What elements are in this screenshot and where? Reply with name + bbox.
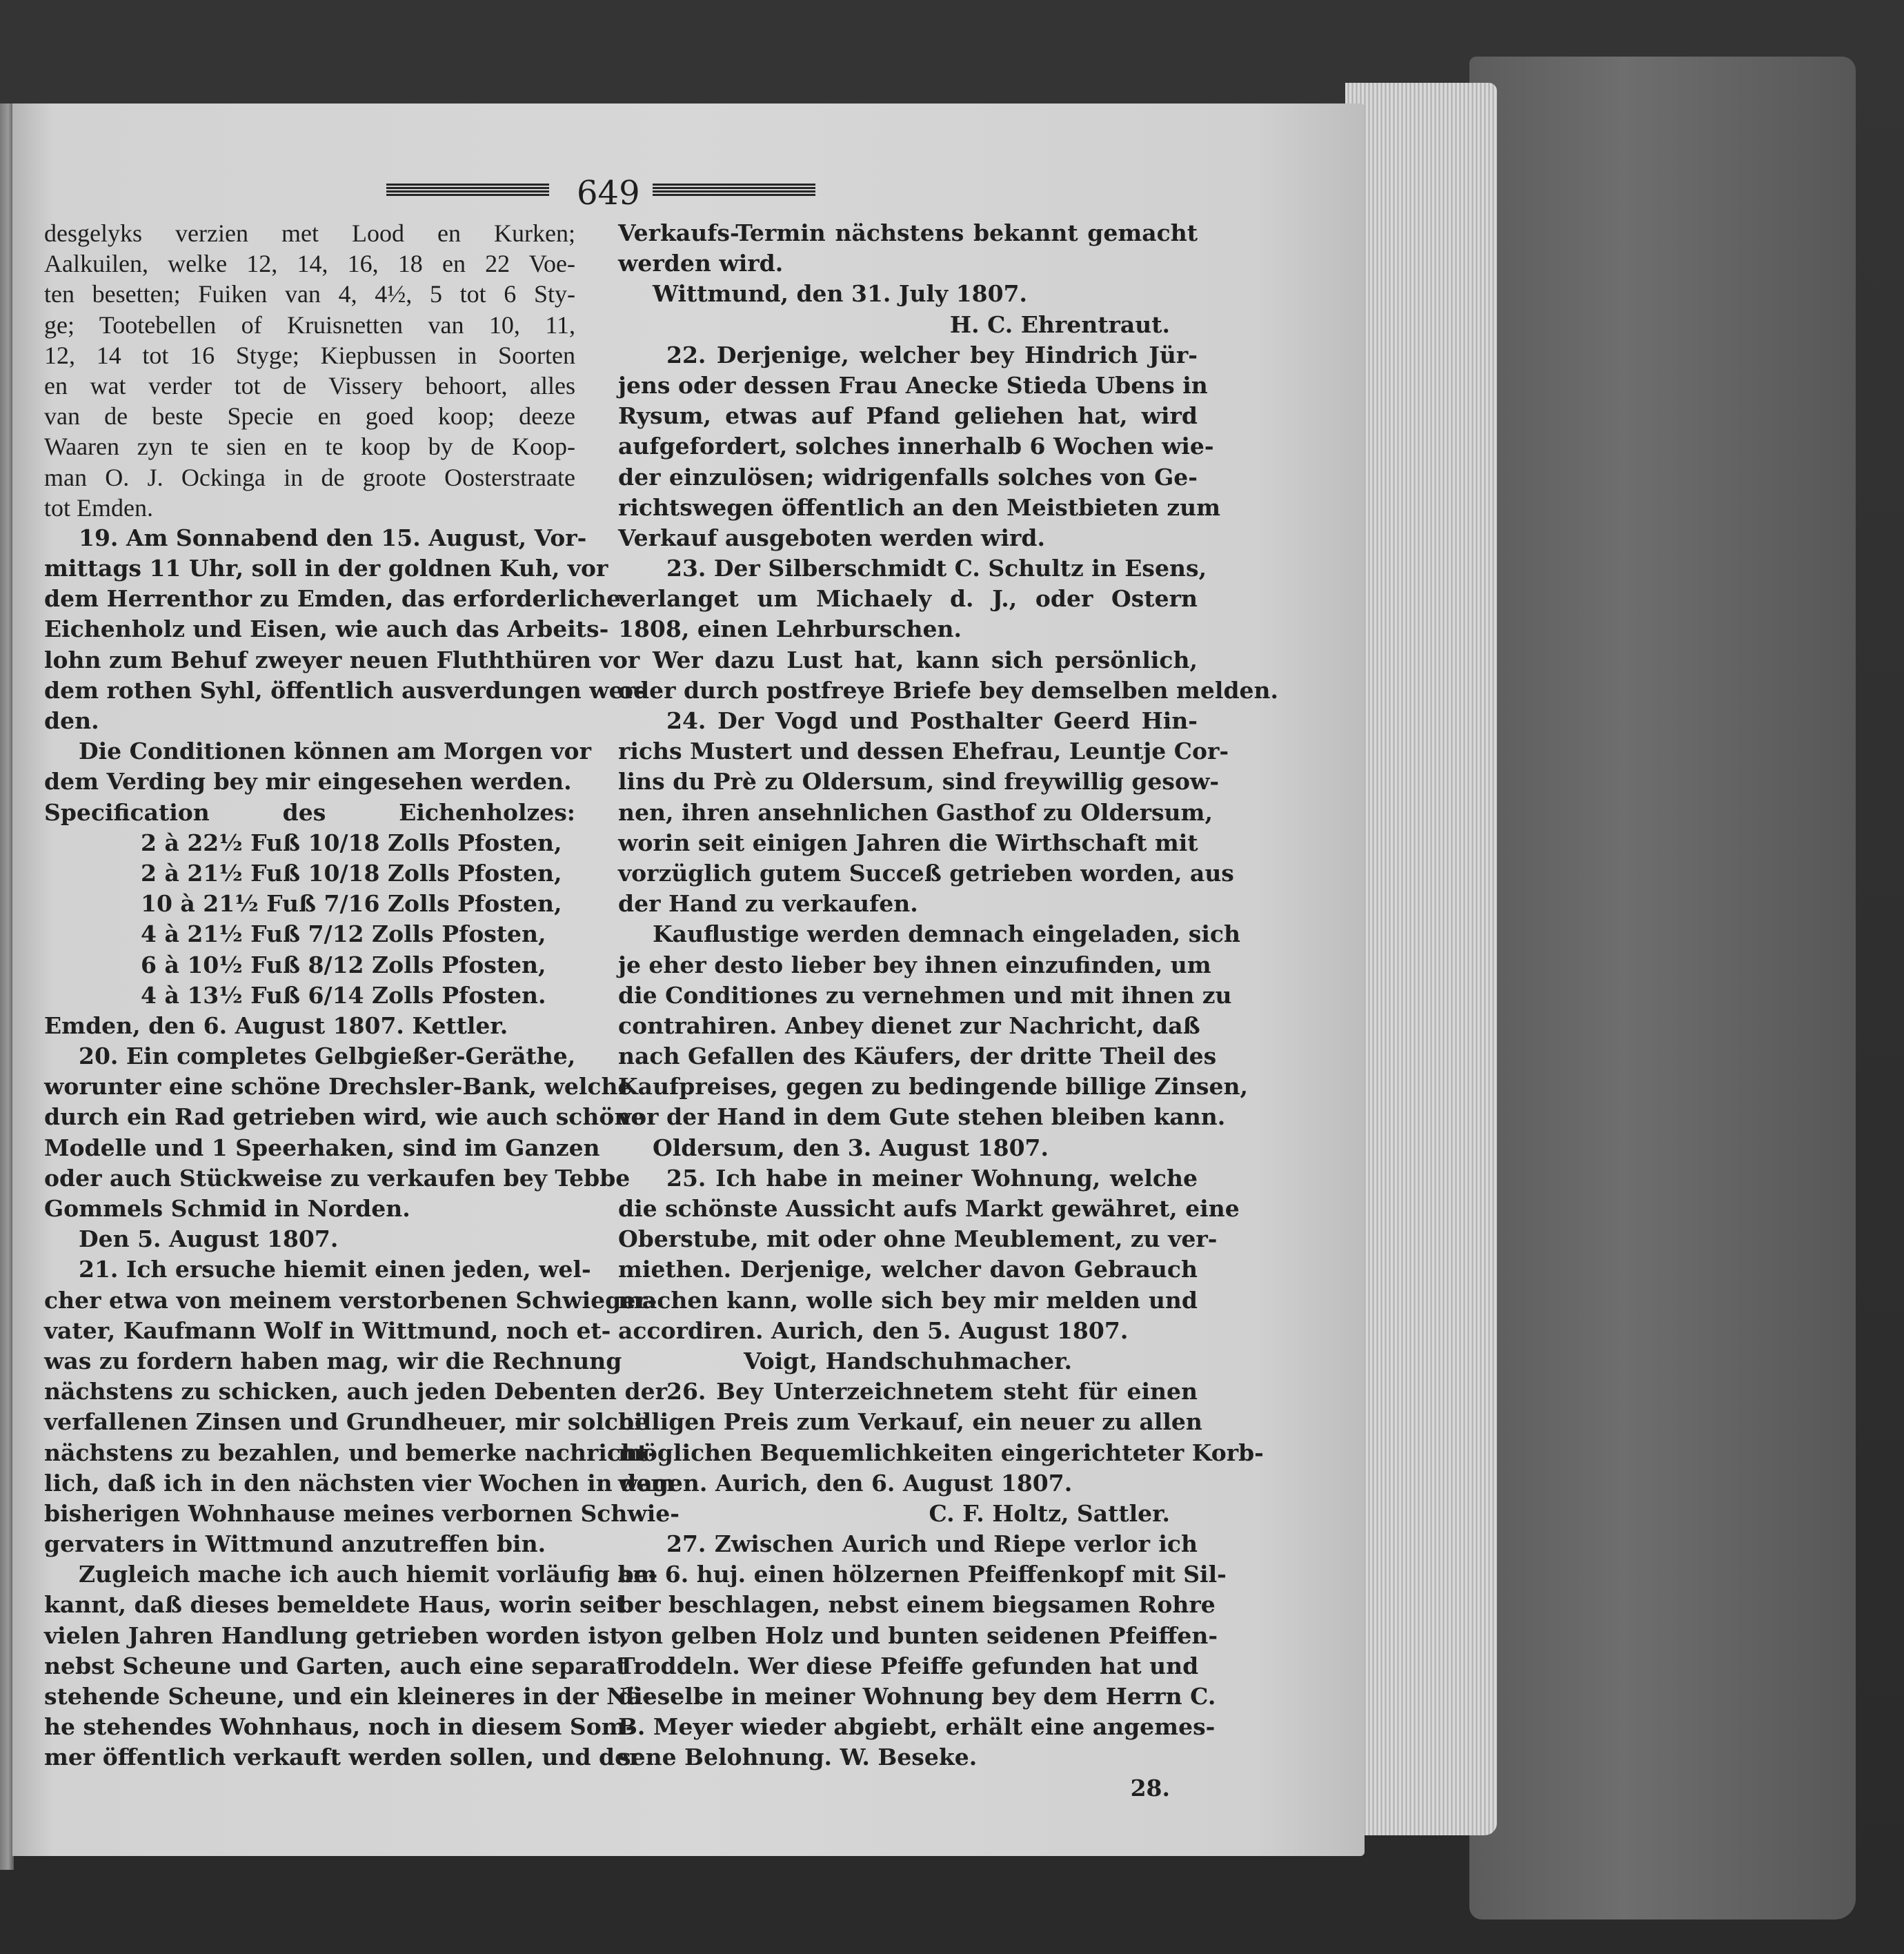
text-line: was zu fordern haben mag, wir die Rechnung — [44, 1347, 622, 1374]
right-column — [618, 218, 1278, 1804]
text-line: 4 à 21½ Fuß 7/12 Zolls Pfosten, — [141, 920, 546, 948]
text-line: 1808, einen Lehrburschen. — [618, 615, 962, 643]
text-line: 26. Bey Unterzeichnetem steht für einen — [666, 1378, 1198, 1405]
text-line: verfallenen Zinsen und Grundheuer, mir solche — [44, 1408, 649, 1436]
text-line: dem Verding bey mir eingesehen werden. — [44, 768, 572, 796]
text-line: von gelben Holz und bunten seidenen Pfeiffen- — [618, 1621, 1218, 1649]
text-line: oder durch postfreye Briefe bey demselben melden. — [618, 676, 1278, 704]
text-line: die Conditiones zu vernehmen und mit ihnen zu — [618, 981, 1232, 1009]
text-line: den. — [44, 707, 99, 734]
text-line: der einzulösen; widrigenfalls solches von Ge- — [618, 463, 1198, 491]
text-line: cher etwa von meinem verstorbenen Schwieger- — [44, 1286, 657, 1314]
text-line: nächstens zu schicken, auch jeden Debenten der — [44, 1378, 667, 1405]
text-line: Den 5. August 1807. — [79, 1225, 339, 1253]
text-line: contrahiren. Anbey dienet zur Nachricht, daß — [618, 1011, 1200, 1039]
text-line: 28. — [1130, 1774, 1170, 1802]
text-line: möglichen Bequemlichkeiten eingerichteter Korb- — [618, 1439, 1264, 1466]
text-line: richs Mustert und dessen Ehefrau, Leuntje Cor- — [618, 738, 1229, 765]
text-line: Wittmund, den 31. July 1807. — [653, 280, 1028, 308]
text-line: stehende Scheune, und ein kleineres in der Nä- — [44, 1683, 652, 1710]
text-line: 23. Der Silberschmidt C. Schultz in Esens, — [666, 555, 1207, 582]
text-line: mittags 11 Uhr, soll in der goldnen Kuh, vor — [44, 555, 608, 582]
text-line: nächstens zu bezahlen, und bemerke nachricht- — [44, 1439, 657, 1466]
text-line: lich, daß ich in den nächsten vier Wochen in dem — [44, 1469, 675, 1497]
text-line: nen, ihren ansehnlichen Gasthof zu Oldersum, — [618, 798, 1213, 826]
text-line: Aalkuilen, welke 12, 14, 16, 18 en 22 Voe- — [44, 250, 575, 278]
text-line: vielen Jahren Handlung getrieben worden ist, — [44, 1621, 628, 1649]
text-line: Voigt, Handschuhmacher. — [744, 1347, 1072, 1374]
text-line: 19. Am Sonnabend den 15. August, Vor- — [79, 524, 587, 551]
text-line: 24. Der Vogd und Posthalter Geerd Hin- — [666, 707, 1198, 734]
book-cover — [1469, 57, 1856, 1920]
text-line: van de beste Specie en goed koop; deeze — [44, 402, 575, 431]
text-line: Oberstube, mit oder ohne Meublement, zu ver- — [618, 1225, 1218, 1253]
text-line: richtswegen öffentlich an den Meistbieten zum — [618, 493, 1221, 521]
text-line: Rysum, etwas auf Pfand geliehen hat, wird — [618, 402, 1198, 430]
text-line: 21. Ich ersuche hiemit einen jeden, wel- — [79, 1256, 591, 1283]
text-line: aufgefordert, solches innerhalb 6 Wochen wie- — [618, 433, 1214, 460]
text-line: desgelyks verzien met Lood en Kurken; — [44, 219, 575, 247]
text-line: Emden, den 6. August 1807. Kettler. — [44, 1011, 508, 1039]
text-line: C. F. Holtz, Sattler. — [929, 1499, 1170, 1527]
text-line: wagen. Aurich, den 6. August 1807. — [618, 1469, 1073, 1497]
text-line: kannt, daß dieses bemeldete Haus, worin seit — [44, 1591, 626, 1619]
header-rule-left — [386, 184, 549, 196]
text-line: accordiren. Aurich, den 5. August 1807. — [618, 1316, 1129, 1344]
text-line: 12, 14 tot 16 Styge; Kiepbussen in Soorten — [44, 341, 575, 369]
text-line: die schönste Aussicht aufs Markt gewähret, eine — [618, 1195, 1240, 1222]
text-line: vor der Hand in dem Gute stehen bleiben kann. — [618, 1103, 1226, 1131]
text-line: Troddeln. Wer diese Pfeiffe gefunden hat und — [618, 1652, 1199, 1679]
text-line: en wat verder tot de Vissery behoort, alles — [44, 371, 575, 399]
text-line: dem rothen Syhl, öffentlich ausverdungen wer- — [44, 676, 645, 704]
text-line: miethen. Derjenige, welcher davon Gebrauch — [618, 1256, 1198, 1283]
text-line: Eichenholz und Eisen, wie auch das Arbeits- — [44, 615, 609, 643]
page-stack-edge — [1345, 83, 1497, 1835]
text-line: durch ein Rad getrieben wird, wie auch schöne — [44, 1103, 646, 1131]
text-line: 25. Ich habe in meiner Wohnung, welche — [666, 1164, 1198, 1192]
text-line: man O. J. Ockinga in de groote Oosterstraate — [44, 463, 575, 491]
text-line: billigen Preis zum Verkauf, ein neuer zu allen — [618, 1408, 1202, 1436]
text-line: ber beschlagen, nebst einem biegsamen Rohre — [618, 1591, 1216, 1619]
text-line: sene Belohnung. W. Beseke. — [618, 1744, 978, 1771]
text-line: am 6. huj. einen hölzernen Pfeiffenkopf mit Sil- — [618, 1561, 1227, 1588]
text-line: nach Gefallen des Käufers, der dritte Theil des — [618, 1043, 1217, 1070]
text-line: werden wird. — [618, 250, 784, 277]
text-line: 22. Derjenige, welcher bey Hindrich Jür- — [666, 341, 1198, 368]
text-line: vater, Kaufmann Wolf in Wittmund, noch et- — [44, 1316, 611, 1344]
text-line: Oldersum, den 3. August 1807. — [653, 1134, 1049, 1161]
text-line: Specification des Eichenholzes: — [44, 798, 575, 826]
text-line: Verkauf ausgeboten werden wird. — [618, 524, 1045, 551]
text-line: gervaters in Wittmund anzutreffen bin. — [44, 1530, 546, 1558]
text-line: 4 à 13½ Fuß 6/14 Zolls Pfosten. — [141, 981, 546, 1009]
text-line: oder auch Stückweise zu verkaufen bey Tebbe — [44, 1164, 631, 1192]
text-line: lins du Prè zu Oldersum, sind freywillig gesow- — [618, 768, 1220, 796]
text-line: je eher desto lieber bey ihnen einzufinden, um — [618, 951, 1211, 978]
text-line: verlanget um Michaely d. J., oder Ostern — [618, 585, 1198, 613]
previous-page-edge — [0, 103, 14, 1870]
text-line: ten besetten; Fuiken van 4, 4½, 5 tot 6 Sty- — [44, 280, 575, 308]
text-line: worin seit einigen Jahren die Wirthschaft mit — [618, 829, 1198, 856]
text-line: Kaufpreises, gegen zu bedingende billige Zinsen, — [618, 1073, 1248, 1101]
text-line: dem Herrenthor zu Emden, das erforderliche — [44, 585, 621, 613]
text-line: 10 à 21½ Fuß 7/16 Zolls Pfosten, — [141, 890, 562, 918]
text-line: 2 à 22½ Fuß 10/18 Zolls Pfosten, — [141, 829, 562, 856]
header-rule-right — [653, 184, 815, 196]
text-line: Kauflustige werden demnach eingeladen, sich — [653, 920, 1240, 948]
text-line: 2 à 21½ Fuß 10/18 Zolls Pfosten, — [141, 859, 562, 887]
text-line: he stehendes Wohnhaus, noch in diesem Som- — [44, 1713, 635, 1741]
text-line: jens oder dessen Frau Anecke Stieda Ubens in — [618, 371, 1208, 399]
text-line: Verkaufs-Termin nächstens bekannt gemacht — [618, 219, 1198, 246]
text-line: B. Meyer wieder abgiebt, erhält eine angemes- — [618, 1713, 1216, 1741]
text-line: H. C. Ehrentraut. — [949, 310, 1170, 338]
text-line: mer öffentlich verkauft werden sollen, und der — [44, 1744, 642, 1771]
text-line: der Hand zu verkaufen. — [618, 890, 918, 918]
left-column — [44, 218, 680, 1773]
text-line: 20. Ein completes Gelbgießer-Geräthe, — [79, 1043, 576, 1070]
text-line: 6 à 10½ Fuß 8/12 Zolls Pfosten, — [141, 951, 546, 978]
text-line: Die Conditionen können am Morgen vor — [79, 738, 591, 765]
text-line: bisherigen Wohnhause meines verbornen Schwie- — [44, 1499, 680, 1527]
text-line: 27. Zwischen Aurich und Riepe verlor ich — [666, 1530, 1198, 1558]
text-line: Gommels Schmid in Norden. — [44, 1195, 410, 1222]
text-line: dieselbe in meiner Wohnung bey dem Herrn C. — [618, 1683, 1216, 1710]
text-line: Zugleich mache ich auch hiemit vorläufig be- — [79, 1561, 658, 1588]
text-line: Wer dazu Lust hat, kann sich persönlich, — [653, 646, 1198, 673]
text-line: worunter eine schöne Drechsler-Bank, welche — [44, 1073, 633, 1101]
text-line: Waaren zyn te sien en te koop by de Koop- — [44, 433, 575, 461]
text-line: ge; Tootebellen of Kruisnetten van 10, 11, — [44, 310, 575, 339]
text-line: tot Emden. — [44, 493, 153, 522]
text-line: lohn zum Behuf zweyer neuen Fluththüren vor — [44, 646, 640, 673]
text-line: nebst Scheune und Garten, auch eine separat — [44, 1652, 627, 1679]
text-line: vorzüglich gutem Succeß getrieben worden, aus — [618, 859, 1234, 887]
text-line: Modelle und 1 Speerhaken, sind im Ganzen — [44, 1134, 600, 1161]
page-number: 649 — [577, 174, 640, 213]
text-line: machen kann, wolle sich bey mir melden und — [618, 1286, 1198, 1314]
